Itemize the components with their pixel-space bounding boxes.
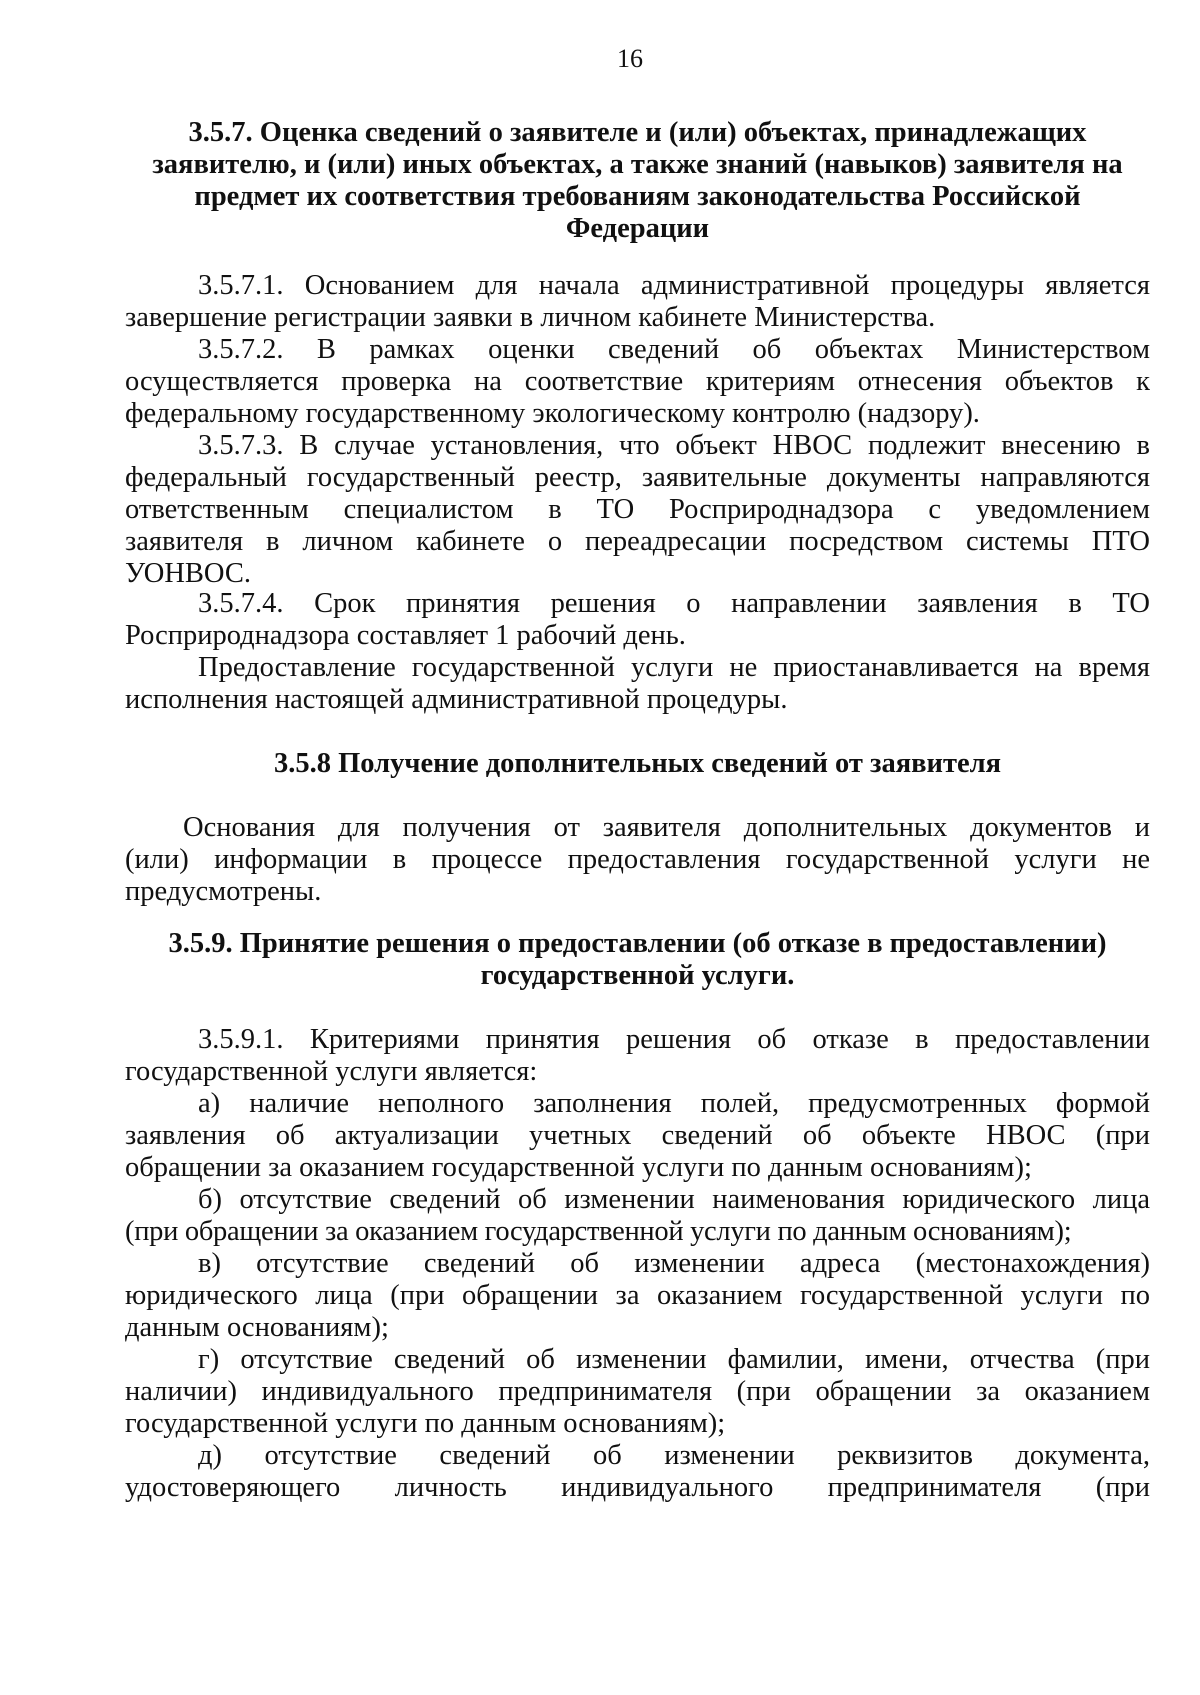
paragraph-3-5-7-4 <box>125 588 1150 652</box>
text-line: заявителя в личном кабинете о переадресации посредством системы ПТО <box>125 526 1150 557</box>
text-line: 3.5.7.1. Основанием для начала административной процедуры является <box>198 270 1150 301</box>
heading-line: предмет их соответствия требованиям законодательства Российской <box>194 181 1081 212</box>
text-line: предусмотрены. <box>125 876 322 907</box>
text-line: д) отсутствие сведений об изменении реквизитов документа, <box>198 1440 1150 1471</box>
text-line: данным основаниям); <box>125 1312 389 1343</box>
text-line: УОНВОС. <box>125 558 251 589</box>
text-line: а) наличие неполного заполнения полей, предусмотренных формой <box>198 1088 1150 1119</box>
text-line: завершение регистрации заявки в личном кабинете Министерства. <box>125 302 936 333</box>
text-line: осуществляется проверка на соответствие критериям отнесения объектов к <box>125 366 1150 397</box>
list-item-a <box>125 1088 1150 1184</box>
text-line: 3.5.7.2. В рамках оценки сведений об объектах Министерством <box>198 334 1150 365</box>
text-line: удостоверяющего личность индивидуального предпринимателя (при <box>125 1472 1150 1503</box>
text-line: федеральный государственный реестр, заявительные документы направляются <box>125 462 1150 493</box>
text-line: 3.5.7.3. В случае установления, что объект НВОС подлежит внесению в <box>198 430 1150 461</box>
text-line: г) отсутствие сведений об изменении фамилии, имени, отчества (при <box>198 1344 1150 1375</box>
text-line: ответственным специалистом в ТО Росприроднадзора с уведомлением <box>125 494 1150 525</box>
text-line: Предоставление государственной услуги не приостанавливается на время <box>198 652 1150 683</box>
text-line: наличии) индивидуального предпринимателя (при обращении за оказанием <box>125 1376 1150 1407</box>
text-line: (при обращении за оказанием государственной услуги по данным основаниям); <box>125 1216 1072 1247</box>
text-line: федеральному государственному экологическому контролю (надзору). <box>125 398 980 429</box>
text-line: юридического лица (при обращении за оказанием государственной услуги по <box>125 1280 1150 1311</box>
list-item-v <box>125 1248 1150 1344</box>
paragraph-3-5-7-3 <box>125 430 1150 590</box>
text-line: заявления об актуализации учетных сведений об объекте НВОС (при <box>125 1120 1150 1151</box>
text-line: 3.5.9.1. Критериями принятия решения об отказе в предоставлении <box>198 1024 1150 1055</box>
text-line: Основания для получения от заявителя дополнительных документов и <box>183 812 1150 843</box>
paragraph-3-5-7-1 <box>125 270 1150 334</box>
page-number: 16 <box>617 44 643 73</box>
heading-line: 3.5.9. Принятие решения о предоставлении (об отказе в предоставлении) <box>168 928 1107 959</box>
paragraph-suspension-note <box>125 652 1150 716</box>
section-3-5-9-heading <box>125 928 1150 992</box>
text-line: государственной услуги является: <box>125 1056 538 1087</box>
text-line: б) отсутствие сведений об изменении наименования юридического лица <box>198 1184 1150 1215</box>
list-item-b <box>125 1184 1150 1248</box>
paragraph-3-5-8 <box>125 812 1150 908</box>
section-3-5-8-heading <box>125 748 1150 780</box>
heading-line: 3.5.7. Оценка сведений о заявителе и (или) объектах, принадлежащих <box>188 117 1087 148</box>
text-line: обращении за оказанием государственной услуги по данным основаниям); <box>125 1152 1032 1183</box>
text-line: в) отсутствие сведений об изменении адреса (местонахождения) <box>198 1248 1150 1279</box>
heading-line: 3.5.8 Получение дополнительных сведений от заявителя <box>273 748 1002 779</box>
text-line: Росприроднадзора составляет 1 рабочий день. <box>125 620 686 651</box>
heading-line: заявителю, и (или) иных объектах, а также знаний (навыков) заявителя на <box>152 149 1123 180</box>
heading-line: Федерации <box>565 213 710 244</box>
paragraph-3-5-9-1 <box>125 1024 1150 1088</box>
section-3-5-7-heading <box>125 117 1150 245</box>
text-line: государственной услуги по данным основаниям); <box>125 1408 726 1439</box>
paragraph-3-5-7-2 <box>125 334 1150 430</box>
list-item-d <box>125 1440 1150 1504</box>
text-line: 3.5.7.4. Срок принятия решения о направлении заявления в ТО <box>198 588 1150 619</box>
text-line: (или) информации в процессе предоставления государственной услуги не <box>125 844 1150 875</box>
list-item-g <box>125 1344 1150 1440</box>
text-line: исполнения настоящей административной процедуры. <box>125 684 788 715</box>
heading-line: государственной услуги. <box>480 960 795 991</box>
